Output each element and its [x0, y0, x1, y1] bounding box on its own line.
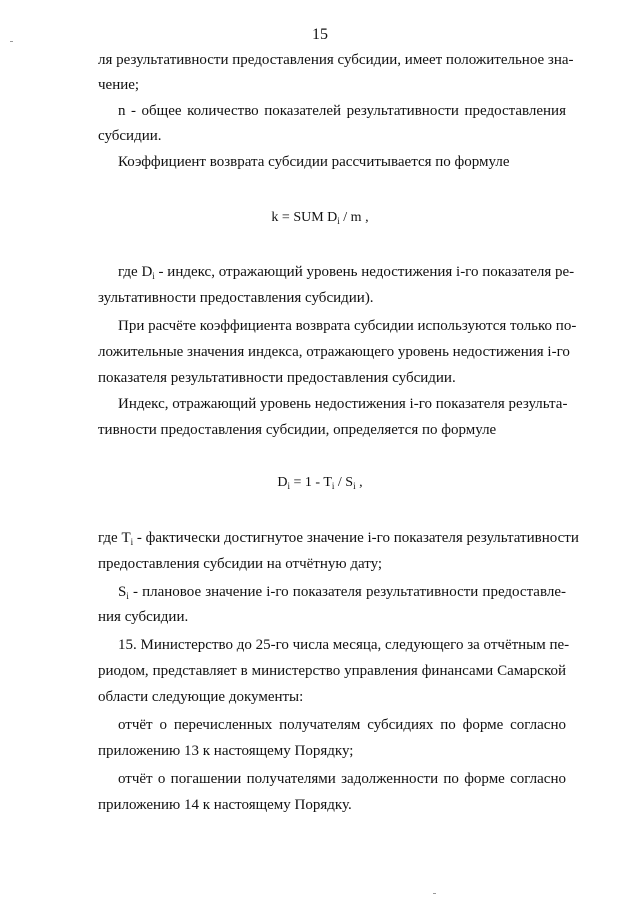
text-line: субсидии.	[98, 128, 162, 144]
text-line: где $T_i$ - фактически достигнутое значение i-го показателя результативности	[98, 530, 579, 547]
text-line: приложению 13 к настоящему Порядку;	[98, 743, 354, 759]
text-line: $S_i$ - плановое значение i-го показателя результативности предоставле-	[118, 584, 566, 601]
text-line: предоставления субсидии на отчётную дату;	[98, 556, 383, 572]
page-number: 15	[312, 26, 328, 43]
text-fragment: - общее количество показателей результативности предоставления	[125, 103, 566, 119]
text-line: отчёт о погашении получателями задолженности по форме согласно	[118, 771, 566, 787]
formula-k: k = SUM $D_i$ / m ,	[271, 210, 369, 226]
text-line: где $D_i$ - индекс, отражающий уровень недостижения i-го показателя ре-	[118, 264, 575, 281]
text-line: Индекс, отражающий уровень недостижения i-го показателя результа-	[118, 396, 568, 412]
text-line: ния субсидии.	[98, 609, 189, 625]
text-line: тивности предоставления субсидии, определяется по формуле	[98, 422, 497, 438]
text-line: зультативности предоставления субсидии).	[98, 290, 374, 306]
text-line: При расчёте коэффициента возврата субсидии используются только по-	[118, 318, 577, 334]
text-line: ля результативности предоставления субсидии, имеет положительное зна-	[98, 52, 574, 68]
text-line: Коэффициент возврата субсидии рассчитывается по формуле	[118, 154, 510, 170]
text-line: чение;	[98, 77, 140, 93]
text-line: области следующие документы:	[98, 689, 304, 705]
text-line: ложительные значения индекса, отражающего уровень недостижения i-го	[98, 344, 570, 360]
text-line: приложению 14 к настоящему Порядку.	[98, 797, 352, 813]
formula-d: $D_i = 1 - T_i / S_i$ ,	[277, 475, 363, 491]
text-line	[118, 102, 566, 121]
scan-mark	[10, 41, 13, 42]
scan-mark	[433, 893, 436, 894]
text-line: 15. Министерство до 25-го числа месяца, следующего за отчётным пе-	[118, 637, 570, 653]
text-line: отчёт о перечисленных получателям субсидиях по форме согласно	[118, 717, 566, 733]
text-line: риодом, представляет в министерство управления финансами Самарской	[98, 663, 566, 679]
variable-n: n	[118, 103, 126, 119]
text-line: показателя результативности предоставления субсидии.	[98, 370, 456, 386]
